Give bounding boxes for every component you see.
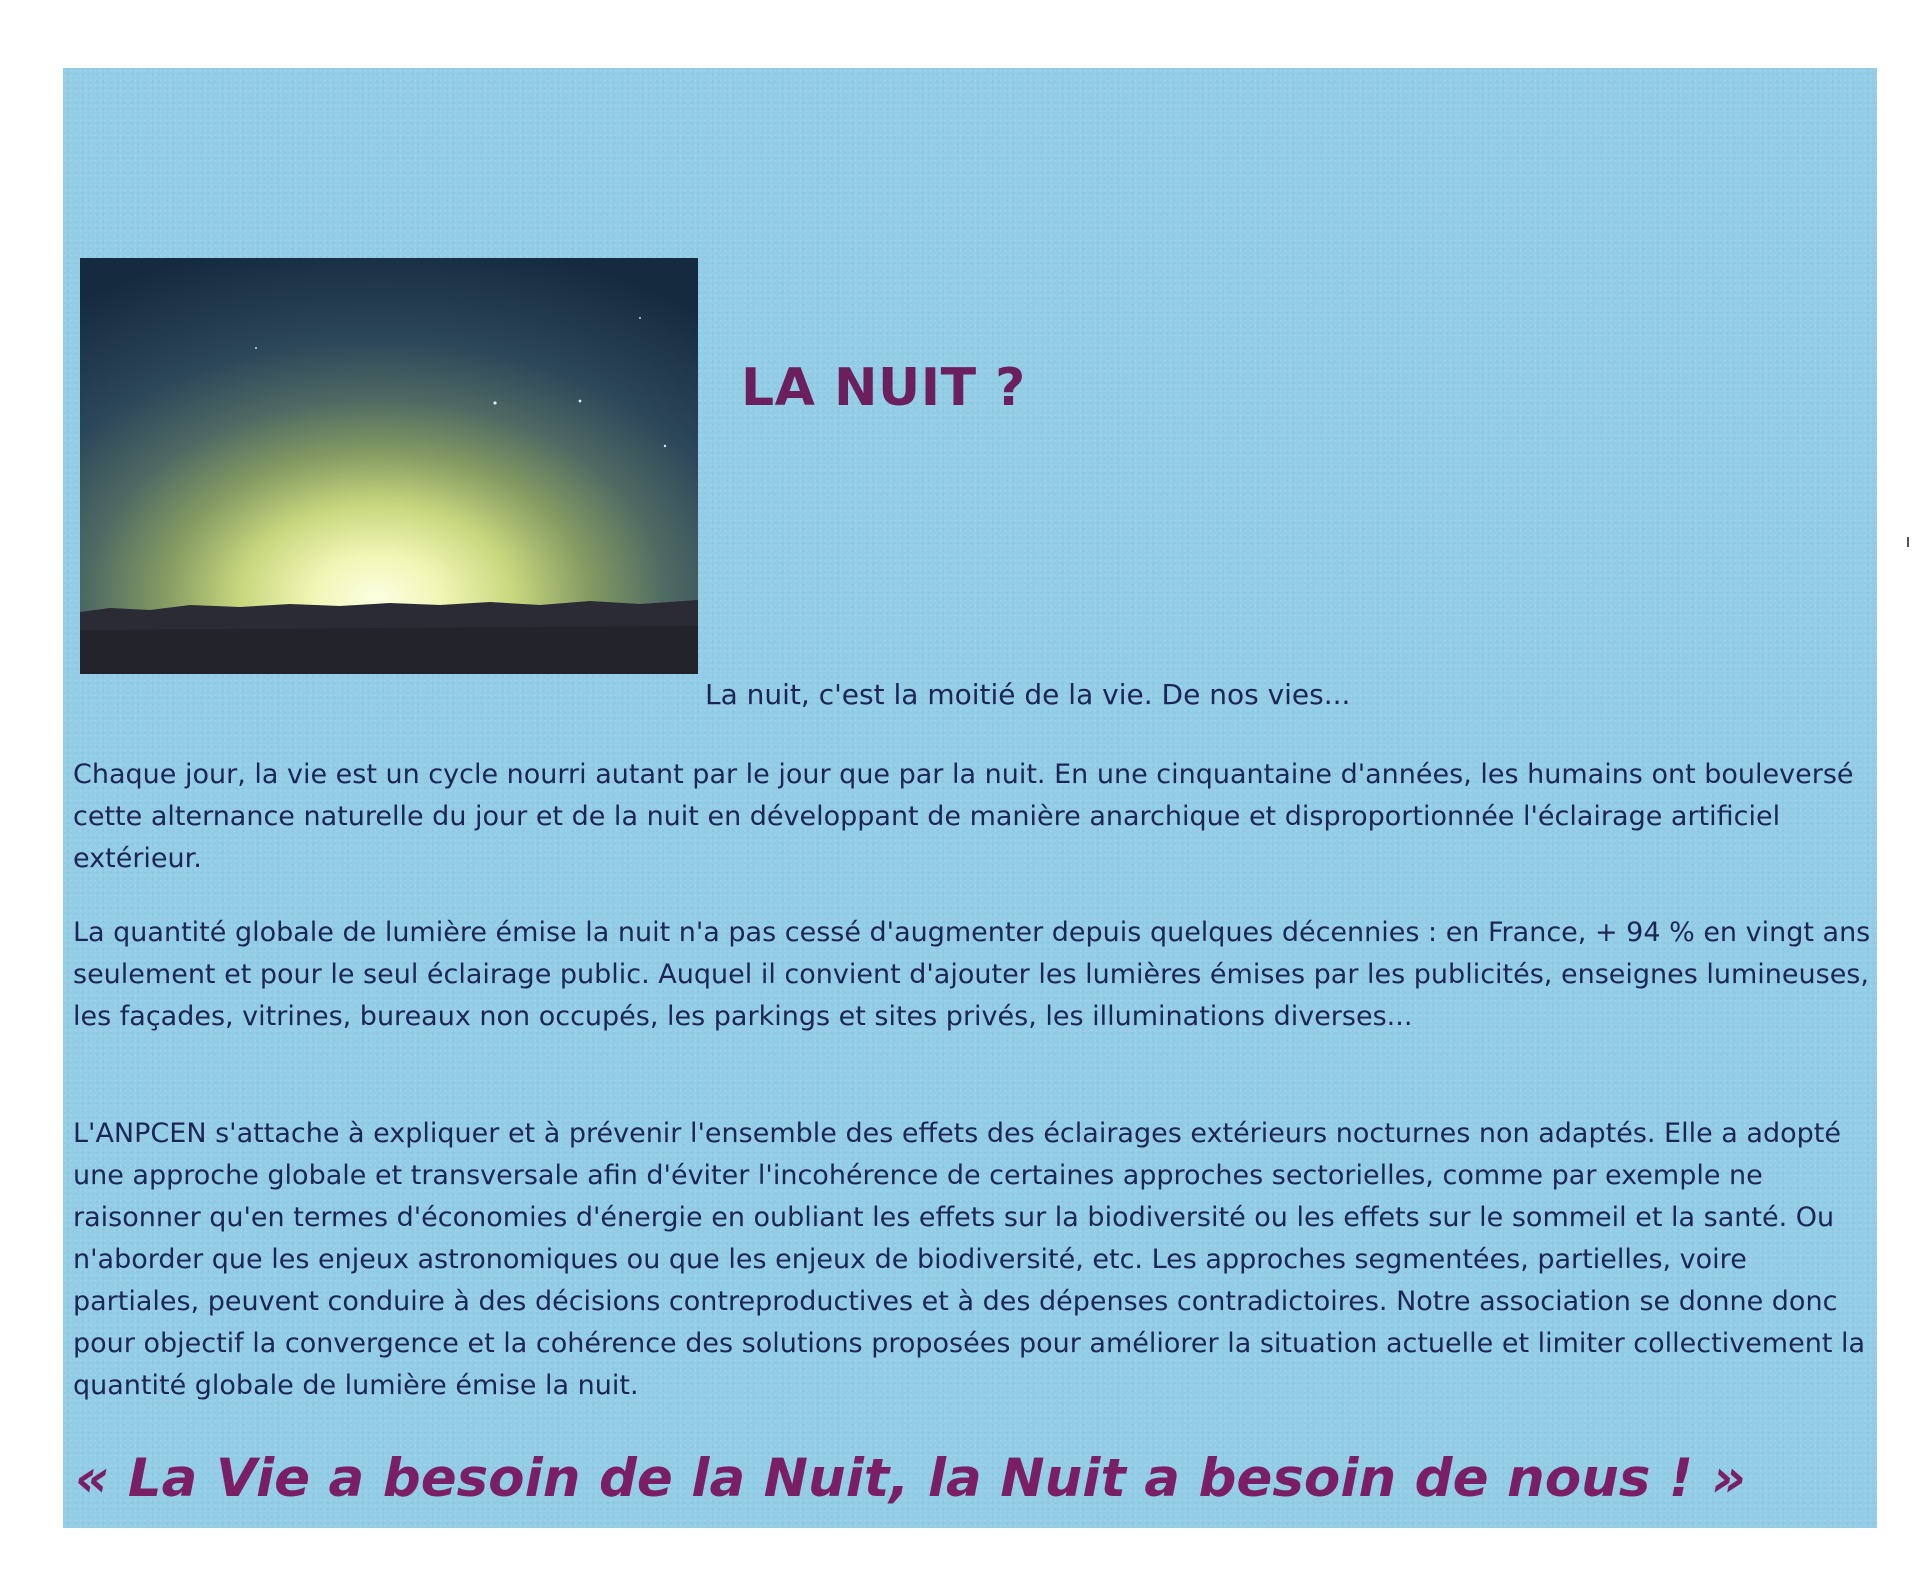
- night-sky-photo: [80, 258, 698, 674]
- scan-mark: [1907, 537, 1909, 547]
- paragraph-intro: Chaque jour, la vie est un cycle nourri autant par le jour que par la nuit. En une cinquantaine d'années, les humains ont bouleversé cette alternance naturelle du jour et de la nuit en développant de manière anarchique et disproportionnée l'éclairage artificiel extérieur.: [73, 759, 1854, 874]
- page-title: LA NUIT ?: [741, 358, 1026, 418]
- motto-slogan: « La Vie a besoin de la Nuit, la Nuit a besoin de nous ! »: [75, 1448, 1746, 1509]
- paragraph-light-quantity: La quantité globale de lumière émise la nuit n'a pas cessé d'augmenter depuis quelques décennies : en France, + 94 % en vingt ans seulement et pour le seul éclairage public. Auquel il convient d'ajouter les lumières émises par les publicités, enseignes lumineuses, les façades, vitrines, bureaux non occupés, les parkings et sites privés, les illuminations diverses...: [73, 917, 1871, 1032]
- photo-caption: La nuit, c'est la moitié de la vie. De nos vies...: [705, 678, 1351, 711]
- night-sky-glow-image: [80, 258, 698, 674]
- paragraph-anpcen: L'ANPCEN s'attache à expliquer et à prévenir l'ensemble des effets des éclairages extérieurs nocturnes non adaptés. Elle a adopté une approche globale et transversale afin d'éviter l'incohérence de certaines approches sectorielles, comme par exemple ne raisonner qu'en termes d'économies d'énergie en oubliant les effets sur la biodiversité ou les effets sur le sommeil et la santé. Ou n'aborder que les enjeux astronomiques ou que les enjeux de biodiversité, etc. Les approches segmentées, partielles, voire partiales, peuvent conduire à des décisions contreproductives et à des dépenses contradictoires. Notre association se donne donc pour objectif la convergence et la cohérence des solutions proposées pour améliorer la situation actuelle et limiter collectivement la quantité globale de lumière émise la nuit.: [73, 1118, 1866, 1401]
- content-panel: [63, 68, 1877, 1528]
